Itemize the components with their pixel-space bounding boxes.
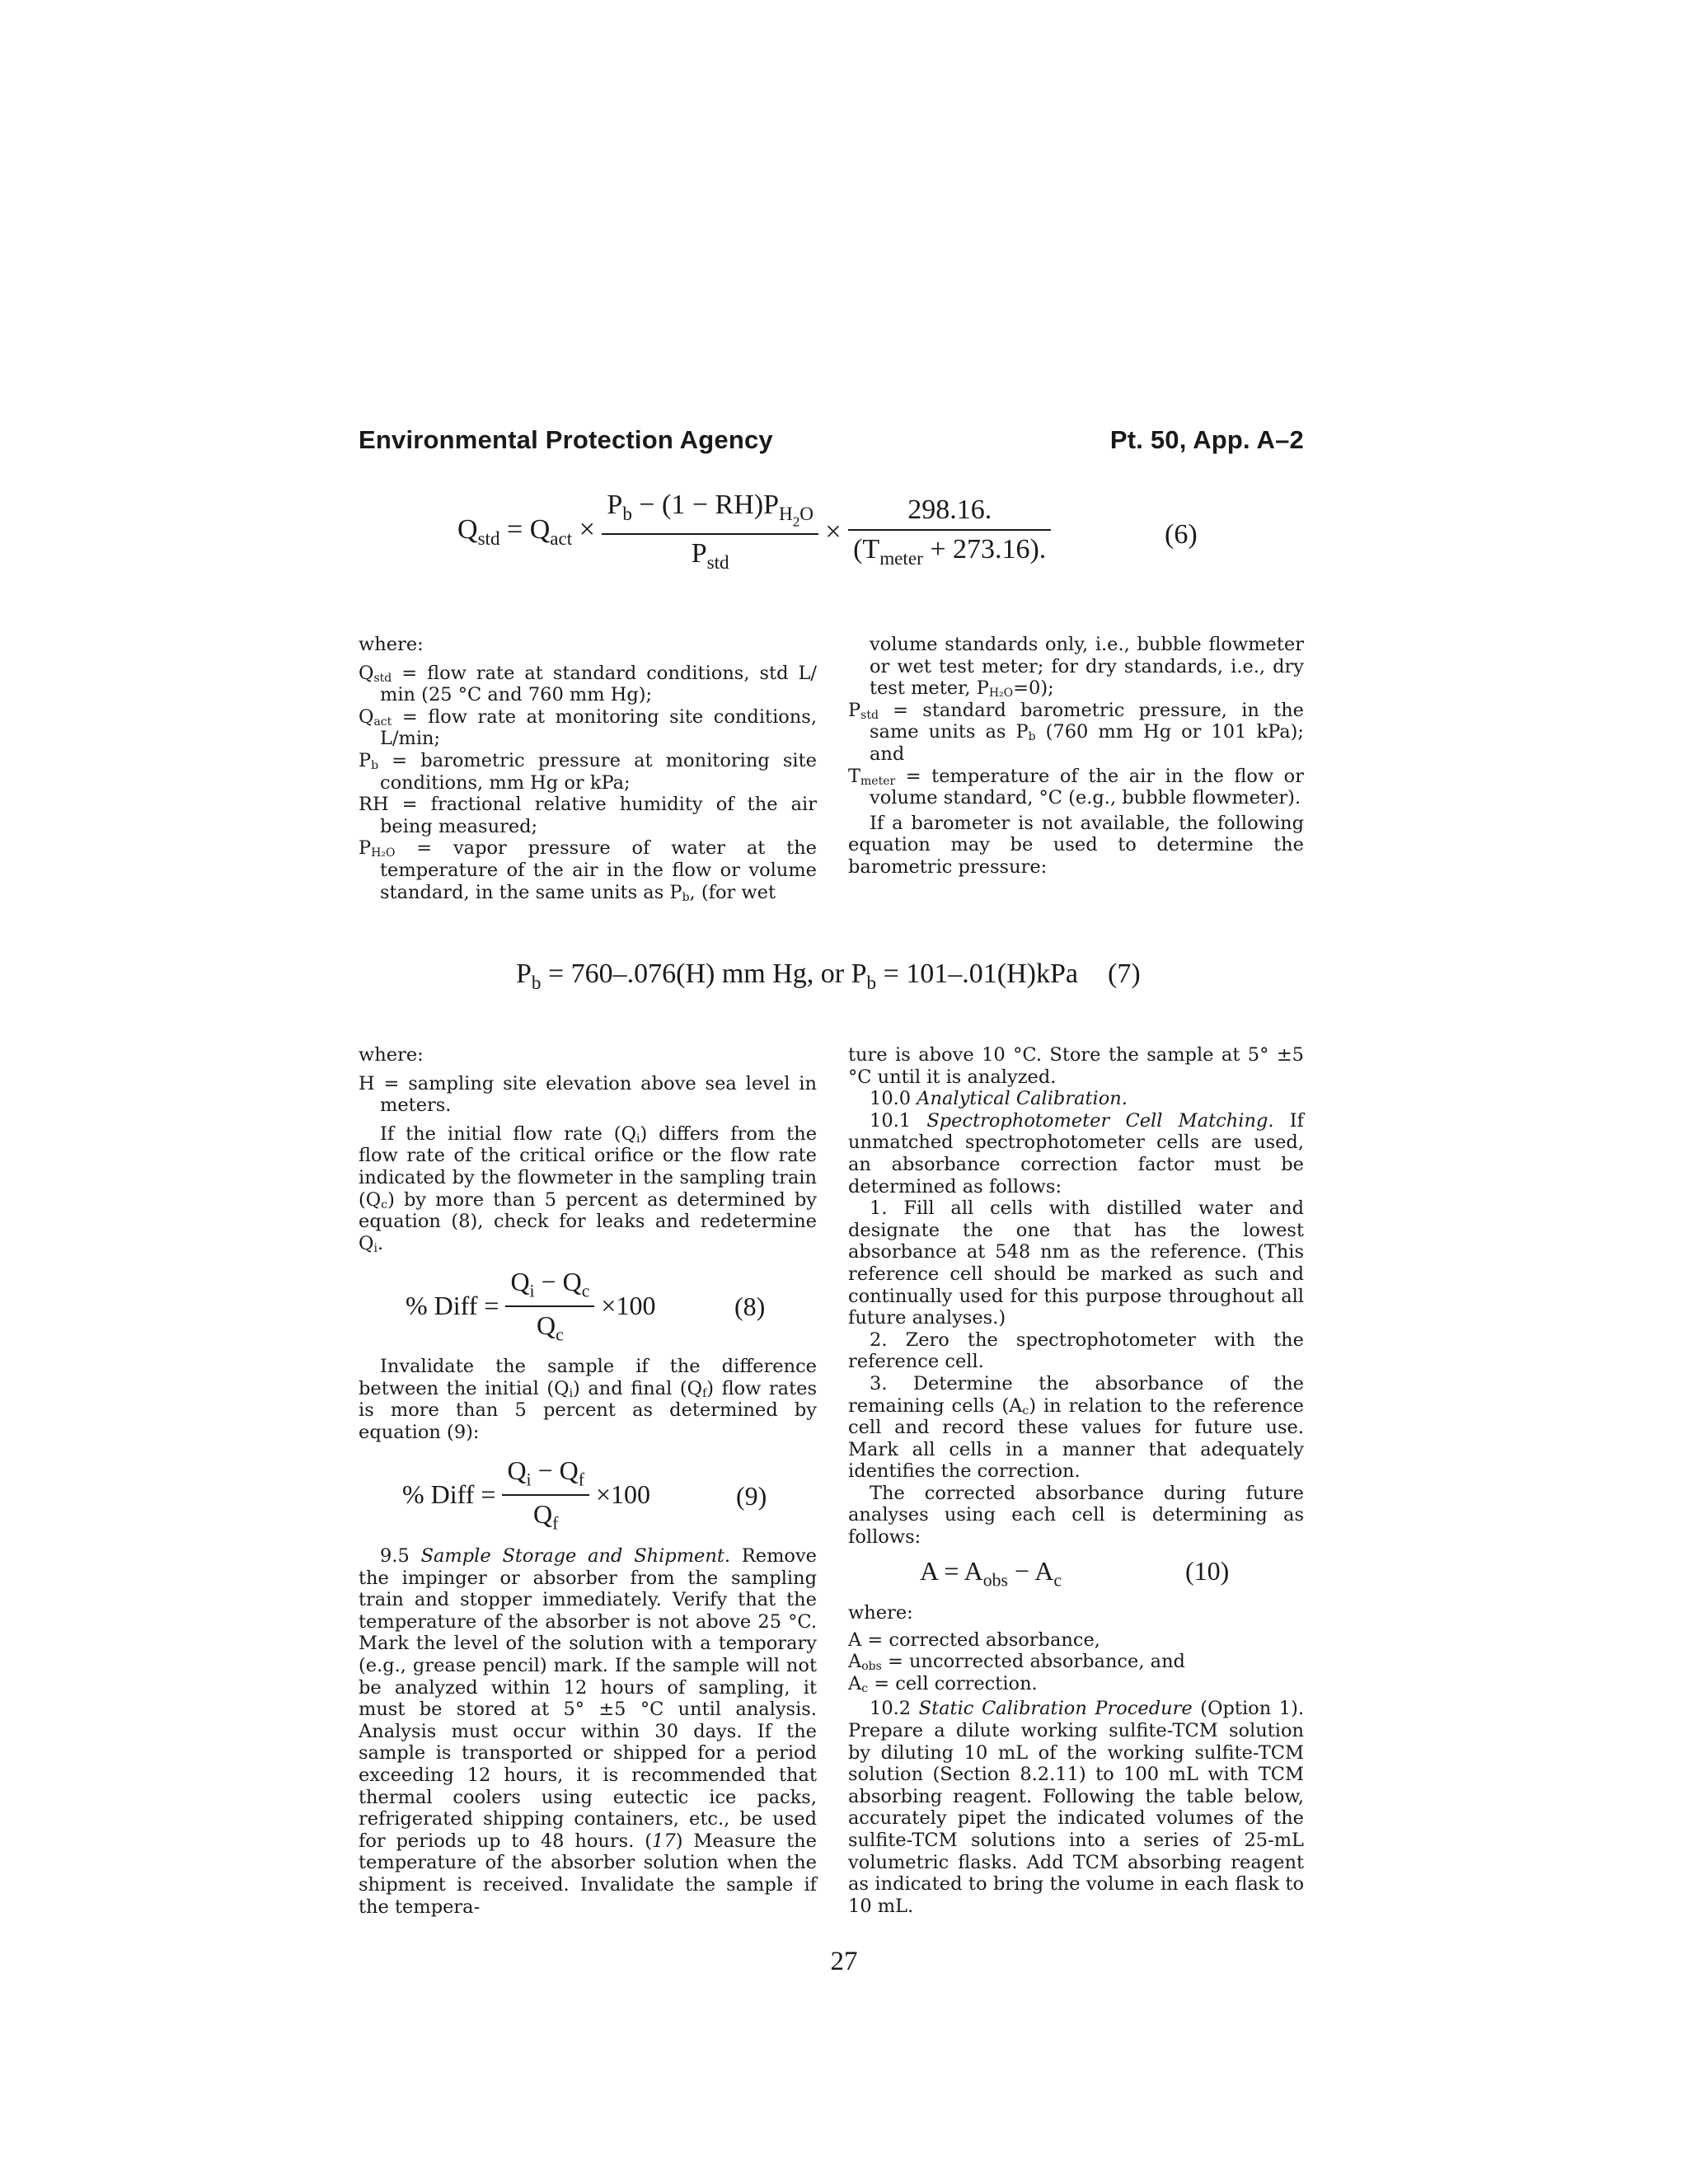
ac-text: = cell correction. (868, 1672, 1038, 1694)
eq6-num1-e: 2 (792, 513, 800, 530)
right-column-definitions (848, 1602, 1304, 1917)
eq8-den-sub: c (556, 1324, 564, 1345)
eq6-times-1: × (579, 513, 595, 545)
eq6-lhs: Q (457, 513, 478, 545)
s95-text-b: ) Measure the temperature of the absorber solution when the shipment is received. Invalidate the sample if the tempera- (359, 1830, 817, 1918)
ph2o-text-end: , (for wet (689, 881, 776, 903)
ph2o-continued-end: =0); (1013, 677, 1054, 700)
s10-number: 10.0 (870, 1088, 917, 1110)
ac-sub: c (861, 1681, 869, 1695)
tmeter-text: = temperature of the air in the flow or volume standard, °C (e.g., bubble flowmeter). (870, 765, 1304, 809)
ph2o-symbol: P (359, 837, 372, 860)
pstd-sub: std (860, 708, 879, 722)
left-column-invalidate (359, 1356, 817, 1443)
page-number: 27 (830, 1947, 858, 1976)
eq9-den: Q (533, 1498, 553, 1529)
eq8-num-b: − Q (534, 1267, 582, 1296)
eq6-num1-b: b (622, 504, 632, 526)
ph2o-sub: H₂O (371, 846, 396, 860)
pb-sub: b (371, 758, 379, 772)
qstd-text: = flow rate at standard conditions, std L/ min (25 °C and 760 mm Hg); (380, 662, 817, 706)
qstd-sub: std (373, 671, 392, 685)
eq6-den2-a: (T (853, 533, 880, 565)
s101-title: Spectrophotometer Cell Matching. (926, 1109, 1274, 1132)
eq9-tail: ×100 (596, 1479, 651, 1510)
s95-reference: 17 (652, 1830, 676, 1852)
ph2o-text: = vapor pressure of water at the temperature of the air in the flow or volume standard, in the same units as P (380, 837, 817, 903)
s101-number: 10.1 (870, 1109, 927, 1132)
section-10-2 (848, 1698, 1304, 1917)
section-10-heading (848, 1088, 1304, 1110)
eq6-equals: = Q (507, 513, 551, 545)
eq6-times-2: × (825, 516, 842, 547)
tmeter-symbol: T (848, 765, 861, 787)
p1-a-sub: i (635, 1132, 640, 1146)
eq10-b: − A (1007, 1556, 1054, 1586)
eq6-fraction-1 (602, 490, 818, 574)
ph2o-continued-sub: H₂O (988, 687, 1014, 701)
equation-6-number: (6) (1165, 519, 1198, 550)
pstd-text: = standard barometric pressure, in the same units as P (870, 699, 1304, 743)
s95-text-a: Remove the impinger or absorber from the sampling train and stopper immediately. Verify that the temperature of the absorber is not above 25 °C. Mark the level of the solution with a temporary (e.g., grease pencil) mark. If the sample will not be analyzed within 12 hours of sampling, it must be stored at 5° ±5 °C until analysis. Analysis must occur within 30 days. If the sample is transported or shipped for a period exceeding 12 hours, it is recommended that thermal coolers using eutectic ice packs, refrigerated shipping containers, etc., be used for periods up to 48 hours. ( (359, 1545, 817, 1852)
ph2o-text-sub: b (682, 890, 690, 904)
eq9-num-a-sub: i (526, 1469, 532, 1490)
eq6-den2-b: meter (879, 547, 923, 569)
definition-ac (848, 1673, 1304, 1695)
equation-9 (402, 1455, 650, 1534)
step3-b: ) in relation to the reference cell and record these values for future use. Mark all cells in a manner that adequately identifies the correction. (848, 1394, 1304, 1483)
pstd-symbol: P (848, 699, 861, 721)
p1-c-sub: i (373, 1241, 377, 1255)
step-1: 1. Fill all cells with distilled water and designate the one that has the lowest absorbance at 548 nm as the reference. (This reference cell should be marked as such and continually used for this purpose throughout all future analyses.) (848, 1197, 1304, 1329)
where-label-3: where: (848, 1602, 913, 1624)
step3-a: 3. Determine the absorbance of the remaining cells (A (848, 1372, 1304, 1417)
s102-text: (Option 1). Prepare a dilute working sulfite-TCM solution by diluting 10 mL of the working sulfite-TCM solution (Section 8.2.11) to 100 mL with TCM absorbing reagent. Following the table below, accurately pipet the indicated volumes of the sulfite-TCM solutions into a series of 25-mL volumetric flasks. Add TCM absorbing reagent as indicated to bring the volume in each flask to 10 mL. (848, 1698, 1305, 1917)
sample-storage-paragraph (359, 1545, 817, 1918)
eq7-b: = 760–.076(H) mm Hg, or P (541, 958, 867, 989)
eq6-num2: 298.16. (907, 494, 992, 525)
eq6-num1-f: O (799, 504, 814, 526)
p2-a-sub: i (569, 1386, 574, 1400)
definition-ph2o (359, 837, 817, 903)
left-column-storage (359, 1545, 817, 1918)
definition-pb (359, 750, 817, 794)
p2-a: Invalidate the sample if the difference between the initial (Q (359, 1356, 817, 1399)
corrected-absorbance-paragraph: The corrected absorbance during future analyses using each cell is determining as follows: (848, 1482, 1304, 1549)
tmeter-sub: meter (860, 774, 896, 788)
eq7-a: P (516, 958, 532, 989)
eq8-num-b-sub: c (581, 1281, 590, 1301)
pb-symbol: P (359, 749, 372, 771)
p2-b: ) and final (Q (573, 1377, 703, 1399)
definition-a: A = corrected absorbance, (848, 1629, 1100, 1651)
definition-aobs (848, 1651, 1304, 1673)
eq8-den: Q (537, 1310, 556, 1340)
invalidate-paragraph (359, 1356, 817, 1443)
eq7-sub-b: b (866, 972, 877, 995)
eq9-lhs: % Diff = (402, 1479, 496, 1510)
eq6-num1-c: − (1 − RH)P (631, 490, 780, 520)
left-column-top (359, 634, 817, 903)
eq10-a: A = A (920, 1556, 983, 1586)
p2-b-sub: f (702, 1386, 707, 1400)
s101-text: If unmatched spectrophotometer cells are used, an absorbance correction factor must be determined as follows: (848, 1109, 1304, 1197)
p2-c: ) flow rates is more than 5 percent as determined by equation (9): (359, 1377, 817, 1443)
step-2: 2. Zero the spectrophotometer with the reference cell. (848, 1329, 1304, 1373)
barometer-paragraph: If a barometer is not available, the following equation may be used to determine the barometric pressure: (848, 812, 1304, 878)
right-column-bottom (848, 1044, 1304, 1549)
eq9-num-b: − Q (531, 1455, 579, 1485)
eq6-den1-a: P (691, 538, 707, 569)
eq9-den-sub: f (552, 1513, 559, 1534)
definition-h: H = sampling site elevation above sea level in meters. (359, 1072, 817, 1117)
eq8-num-a: Q (510, 1267, 530, 1296)
eq6-fraction-2 (848, 494, 1051, 570)
left-column-bottom (359, 1044, 817, 1254)
equation-9-number: (9) (736, 1481, 767, 1511)
definition-ph2o-continued (848, 634, 1304, 700)
flow-rate-paragraph (359, 1123, 817, 1255)
aobs-text: = uncorrected absorbance, and (881, 1651, 1185, 1673)
pstd-text-end: (760 mm Hg or 101 kPa); and (870, 721, 1304, 765)
ac-symbol: A (848, 1672, 862, 1694)
eq8-tail: ×100 (601, 1291, 656, 1321)
where-label: where: (359, 634, 424, 655)
qact-sub: act (373, 715, 392, 729)
s95-number: 9.5 (380, 1545, 421, 1567)
right-column-top (848, 634, 1304, 879)
eq6-act-sub: act (550, 527, 573, 550)
equation-6 (457, 490, 1051, 574)
eq8-fraction (505, 1267, 594, 1345)
eq9-num-b-sub: f (578, 1469, 584, 1490)
equation-10-number: (10) (1185, 1556, 1230, 1586)
eq6-lhs-sub: std (477, 527, 500, 550)
pb-text: = barometric pressure at monitoring site conditions, mm Hg or kPa; (378, 749, 817, 794)
qact-text: = flow rate at monitoring site conditions, L/min; (380, 705, 817, 750)
s95-title: Sample Storage and Shipment. (420, 1545, 731, 1567)
eq9-num-a: Q (507, 1455, 527, 1485)
eq9-fraction (502, 1455, 589, 1534)
eq7-sub-a: b (531, 972, 542, 995)
step3-sub: c (1022, 1404, 1029, 1418)
aobs-symbol: A (848, 1651, 862, 1673)
equation-8 (406, 1267, 655, 1345)
equation-7-number: (7) (1108, 958, 1141, 989)
eq8-lhs: % Diff = (406, 1291, 499, 1321)
definition-qstd (359, 663, 817, 706)
eq6-den1-b: std (706, 552, 729, 574)
ph2o-continued-text: volume standards only, i.e., bubble flowmeter or wet test meter; for dry standards, i.e., dry test meter, P (870, 634, 1304, 700)
p1-c: ) by more than 5 percent as determined by equation (8), check for leaks and redetermine Q (359, 1188, 817, 1254)
step-3 (848, 1373, 1304, 1483)
p1-a: If the initial flow rate (Q (380, 1122, 636, 1145)
eq7-c: = 101–.01(H)kPa (876, 958, 1078, 989)
p1-b: ) differs from the flow rate of the critical orifice or the flow rate indicated by the flowmeter in the sampling train (Q (359, 1122, 818, 1211)
s102-title: Static Calibration Procedure (918, 1698, 1193, 1720)
equation-7 (516, 958, 1078, 995)
running-header-agency: Environmental Protection Agency (359, 425, 773, 454)
p1-b-sub: c (381, 1197, 388, 1212)
eq10-b-sub: c (1053, 1570, 1062, 1591)
pstd-text-sub: b (1028, 730, 1036, 744)
definition-tmeter (848, 766, 1304, 809)
qact-symbol: Q (359, 705, 374, 728)
running-header-part: Pt. 50, App. A–2 (1109, 425, 1304, 454)
where-label-2: where: (359, 1044, 424, 1066)
s102-number: 10.2 (870, 1698, 919, 1720)
aobs-sub: obs (861, 1660, 882, 1674)
eq10-a-sub: obs (982, 1570, 1008, 1591)
eq6-den2-c: + 273.16). (922, 533, 1047, 565)
section-10-1 (848, 1110, 1304, 1197)
definition-qact (359, 706, 817, 750)
eq8-num-a-sub: i (529, 1281, 535, 1301)
definition-rh: RH = fractional relative humidity of the air being measured; (359, 794, 817, 837)
equation-8-number: (8) (734, 1291, 766, 1321)
definition-pstd (848, 700, 1304, 766)
equation-10 (920, 1556, 1062, 1591)
eq6-num1-d: H (779, 504, 793, 526)
qstd-symbol: Q (359, 662, 374, 684)
temperature-continued: ture is above 10 °C. Store the sample at 5° ±5 °C until it is analyzed. (848, 1044, 1304, 1088)
p1-d: . (377, 1232, 384, 1254)
s10-title: Analytical Calibration. (917, 1088, 1128, 1110)
eq6-num1-a: P (607, 490, 623, 520)
